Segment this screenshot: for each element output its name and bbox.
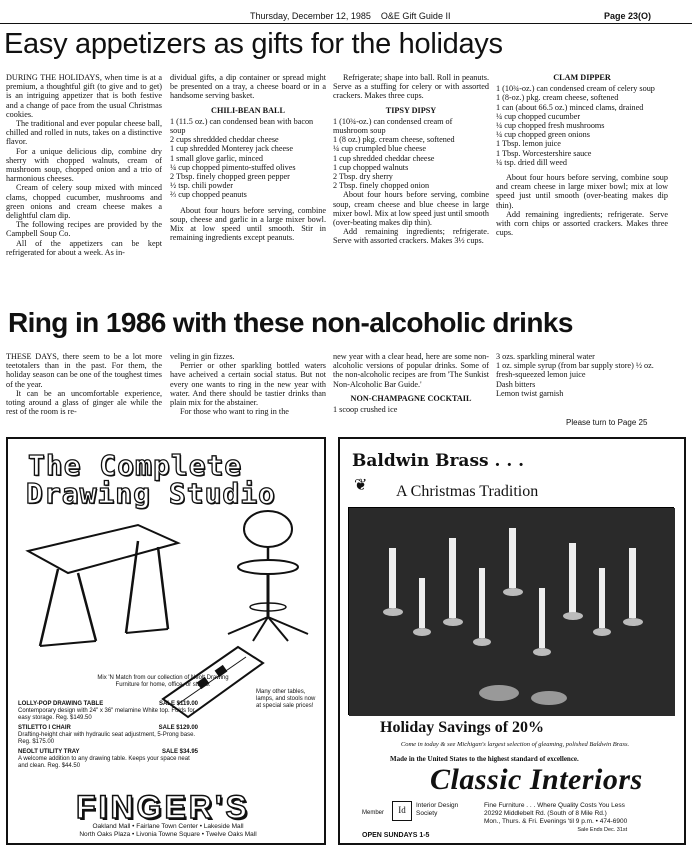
ingredient: 1 (10¾-oz.) can condensed cream of mushroom soup <box>333 116 453 136</box>
ingredient: ¼ cup chopped pimento-stuffed olives <box>170 162 296 172</box>
article1-column-3 <box>333 73 489 246</box>
ingredient: 1 small glove garlic, minced <box>170 153 263 163</box>
drawing-table-illustration <box>18 511 188 651</box>
masthead-section: O&E Gift Guide II <box>380 11 451 21</box>
store-address: 20292 Middlebelt Rd. (South of 8 Mile Rd.) <box>484 810 607 817</box>
article1-paragraph: DURING THE HOLIDAYS, when time is at a premium, a thoughtful gift (to give and to get) is an intriguing appetizer that is both festive and a change of pace from the usual Christmas cookies. <box>6 73 163 119</box>
article2-column-2 <box>170 352 326 416</box>
fingers-logo: FINGER'S <box>76 789 250 825</box>
ingredient: 1 cup shredded Monterey jack cheese <box>170 144 293 154</box>
article2-paragraph: Perrier or other sparkling bottled waters have acheived a certain social status. But not every one wants to ring in the new year with water. And there should be tastier drinks than plain mix for the abstainer. <box>170 361 326 408</box>
ingredient: 2 cups shreddded cheddar cheese <box>170 135 279 145</box>
promo-line: Come in today & see Michigan's largest selection of gleaming, polished Baldwin Brass. <box>400 741 630 748</box>
ids-logo-icon: Id <box>392 801 412 821</box>
savings-headline: Holiday Savings of 20% <box>380 719 545 736</box>
product-item: LOLLY-POP DRAWING TABLE SALE $119.00 <box>18 701 198 707</box>
recipe-directions: Add remaining ingredients; refrigerate. Serve with corn chips or assorted crackers. Makes three cups. <box>496 209 668 238</box>
ingredient: 1 can (about 66.5 oz.) minced clams, drained <box>496 102 644 112</box>
ingredient: ¼ cup chopped fresh mushrooms <box>496 121 605 131</box>
article2-column-4 <box>496 352 668 398</box>
masthead-page: Page 23(O) <box>604 11 652 21</box>
recipe-title: TIPSY DIPSY <box>385 105 437 115</box>
masthead <box>0 8 692 24</box>
store-hours: Mon., Thurs. & Fri. Evenings 'til 9 p.m. • 474-6900 <box>484 818 628 825</box>
ad-subtitle: A Christmas Tradition <box>396 483 539 500</box>
masthead-date: Thursday, December 12, 1985 <box>250 11 371 21</box>
ingredient: ½ tsp. chili powder <box>170 181 233 191</box>
ingredient: ¼ cup chopped cucumber <box>496 111 581 121</box>
article1-paragraph: The traditional and ever popular cheese ball, chilled and rolled in nuts, takes on a distinctive flavor. <box>6 119 162 147</box>
ad-title: Baldwin Brass . . . <box>352 451 525 471</box>
product-desc: A welcome addition to any drawing table. Keeps your space neat and clean. Reg. $44.50 <box>18 756 190 769</box>
store-info <box>484 802 627 834</box>
sale-ends: Sale Ends Dec. 31st <box>577 827 628 833</box>
recipe-directions: Add remaining ingredients; refrigerate. Serve with assorted crackers. Makes 3½ cups. <box>333 227 489 246</box>
holly-icon: ❦ <box>354 477 368 494</box>
article1-headline: Easy appetizers as gifts for the holidays <box>4 28 503 60</box>
baldwin-brass-ad <box>338 437 686 845</box>
article2-column-3 <box>333 352 489 414</box>
product-item: STILETTO I CHAIR SALE $129.00 <box>18 725 198 731</box>
article2-headline: Ring in 1986 with these non-alcoholic drinks <box>8 307 573 338</box>
article1-paragraph: All of the appetizers can be kept refrigerated for about a week. As in- <box>6 238 162 257</box>
continued-link[interactable]: Please turn to Page 25 <box>566 418 648 427</box>
ingredient: 2 Tbsp. finely chopped green pepper <box>170 172 290 182</box>
ingredient: ¼ cup chopped green onions <box>496 130 590 140</box>
store-locations: Oakland Mall • Fairlane Town Center • Lakeside Mall North Oaks Plaza • Livonia Towne Square • Twelve Oaks Mall <box>79 823 257 838</box>
product-list <box>18 701 198 770</box>
recipe-title: NON-CHAMPAGNE COCKTAIL <box>350 393 472 403</box>
article1-paragraph: For a unique delicious dip, combine dry sherry with chopped walnuts, cream of mushroom soup, chopped onion and a trio of harmonious cheeses. <box>6 146 162 184</box>
article2-paragraph: It can be an uncomfortable experience, toting around a glass of ginger ale while the rest of the room is re- <box>6 388 162 417</box>
article1-paragraph: The following recipes are provided by the Campbell Soup Co. <box>6 220 162 239</box>
article2-column-1 <box>6 352 162 416</box>
ingredient: 1 scoop crushed ice <box>333 405 398 415</box>
recipe-directions: Refrigerate; shape into ball. Roll in peanuts. Serve as a stuffing for celery or with assorted crackers. Makes three cups. <box>333 73 489 101</box>
product-item: NEOLT UTILITY TRAY SALE $34.95 <box>18 749 198 755</box>
article1-column-1 <box>6 73 162 257</box>
ingredient: Lemon twist garnish <box>496 388 564 398</box>
classic-interiors-logo: Classic Interiors <box>430 763 643 796</box>
ingredient: 1 (8 oz.) pkg. cream cheese, softened <box>333 135 455 145</box>
ingredient: 1 (8-oz.) pkg. cream cheese, softened <box>496 93 619 103</box>
recipe-directions: About four hours before serving, combine soup and cream cheese in large mixer bowl; mix at low speed just until smooth (over-beating makes dip thin). <box>496 173 668 210</box>
made-in-usa: Made in the United States to the highest standard of excellence. <box>390 755 579 763</box>
ingredient: Dash bitters <box>496 379 536 389</box>
article2-paragraph: veling in gin fizzes. <box>170 352 235 361</box>
ids-society: Interior Design Society <box>416 802 459 817</box>
ingredient: ¼ cup crumpled blue cheese <box>333 144 426 154</box>
recipe-title: CHILI-BEAN BALL <box>211 105 285 115</box>
ingredient: 2 Tbsp. finely chopped onion <box>333 181 430 191</box>
ingredient: 1 oz. simple syrup (from bar supply store) ½ oz. fresh-squeezed lemon juice <box>496 361 654 380</box>
side-note: Many other tables, lamps, and stools now at special sale prices! <box>256 689 316 709</box>
article1-column-2 <box>170 73 326 242</box>
ingredient: 3 ozs. sparkling mineral water <box>496 352 595 361</box>
article2-paragraph: new year with a clear head, here are some non-alcoholic versions of popular drinks. Some of the non-alcoholic recipes are from 'The Sunkist Non-Alcoholic Bar Guide.' <box>333 352 489 389</box>
ingredient: 1 Tbsp. lemon juice <box>496 139 561 149</box>
ingredient: ⅔ cup chopped peanuts <box>170 190 247 200</box>
member-label: Member <box>362 810 385 816</box>
ingredient: 2 Tbsp. dry sherry <box>333 172 393 182</box>
ingredient: 1 (10¾-oz.) can condensed cream of celery soup <box>496 84 655 94</box>
open-sundays: OPEN SUNDAYS 1-5 <box>362 832 430 839</box>
article2-paragraph: THESE DAYS, there seem to be a lot more teetotalers than in the past. For them, the holiday season can be one of the toughest times of the year. <box>6 352 162 389</box>
drafting-chair-illustration <box>213 499 323 649</box>
article1-lead: DURING THE HOLIDAYS, <box>6 73 102 82</box>
ingredient: 1 cup shredded cheddar cheese <box>333 153 435 163</box>
recipe-title: CLAM DIPPER <box>553 73 611 82</box>
article1-paragraph: Cream of celery soup mixed with minced clams, chopped cucumber, mushrooms and green onions and cream cheese makes a delightful clam dip. <box>6 183 162 221</box>
article1-column-4 <box>496 73 668 237</box>
product-desc: Drafting-height chair with hydraulic seat adjustment, 5-Prong base. Reg. $175.00 <box>18 732 196 745</box>
ingredient: ¼ tsp. dried dill weed <box>496 157 567 167</box>
ad-title-line-2: Drawing Studio <box>26 477 277 510</box>
ingredient: 1 Tbsp. Worcestershire sauce <box>496 148 592 158</box>
article1-paragraph: dividual gifts, a dip container or spread might be presented on a tray, a cheese board or in a handsome serving basket. <box>170 73 326 101</box>
ad-intro: Mix 'N Match from our collection of Neolt Drawing Furniture for home, office, or studio. <box>97 675 229 688</box>
ingredient: 1 (11.5 oz.) can condensed bean with bacon soup <box>170 116 314 136</box>
product-desc: Contemporary design with 24" x 36" melamine White top. Folds for easy storage. Reg. $149.50 <box>18 708 195 721</box>
recipe-directions: About four hours before serving, combine soup, cheese and garlic in a large mixer bowl. Mix at low speed until smooth. Stir in remaining ingredients except peanuts. <box>170 205 326 243</box>
candlesticks-photo <box>348 507 674 715</box>
article2-paragraph: For those who want to ring in the <box>180 407 289 417</box>
article2-lead: THESE DAYS, <box>6 352 59 361</box>
ingredient: 1 cup chopped walnuts <box>333 162 409 172</box>
drawing-studio-ad <box>6 437 326 845</box>
recipe-directions: About four hours before serving, combine soup, cream cheese and blue cheese in large mixer bowl. Mix at low speed just until smooth (over-beating makes dip thin). <box>333 190 489 228</box>
ad-title-line-1: The Complete <box>28 449 243 482</box>
store-tagline: Fine Furniture . . . Where Quality Costs You Less <box>484 802 625 809</box>
